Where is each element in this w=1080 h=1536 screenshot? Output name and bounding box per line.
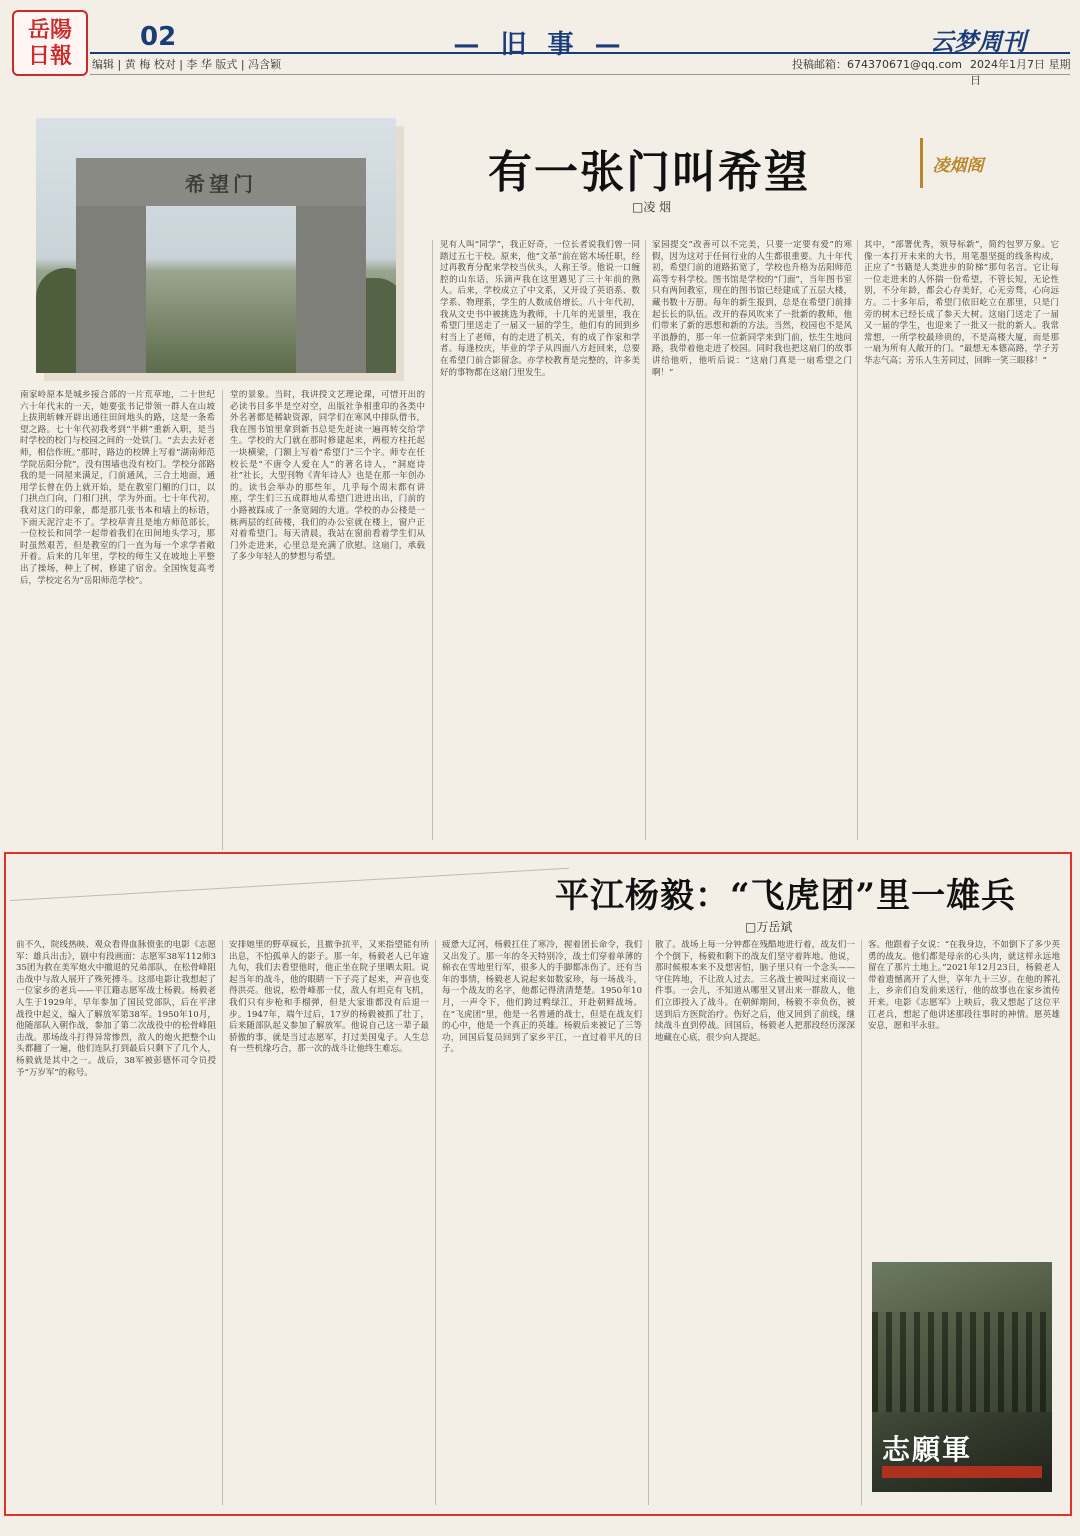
article-1-column-5: 其中，“部署优秀，领导标新”，简约包罗万象。它像一本打开未来的大书，用笔墨坚挺的线条构成，正应了“书籍是人类进步的阶梯”那句名言。它让每一位走进来的人怀揣一份希望，不管长短，无论性别，不分年龄，都会心存美好，心无旁骛，心向远方。二十多年后，希望门依旧屹立在那里，只是门旁的树木已经长成了参天大树。这扇门送走了一届又一届的学生，也迎来了一批又一批的新人。我常常想，一所学校最珍贵的，不是高楼大厦，而是那一扇为所有人敞开的门。“最想无本德高路，学子芳华志气高；芳乐人生芳同过，回眸一笑三眼移！” <box>864 240 1059 366</box>
column-tag: 凌烟阁 <box>920 138 993 188</box>
article-2-column-4: 散了。战场上每一分钟都在残酷地进行着，战友们一个个倒下，杨毅和剩下的战友们坚守着阵地。他说，那时候根本来不及想害怕，脑子里只有一个念头——守住阵地，不让敌人过去。三名战士被叫过来商议一件事。一会儿，不知道从哪里又冒出来一群敌人，他们立即投入了战斗。在朝鲜期间，杨毅不幸负伤，被送到后方医院治疗。伤好之后，他又回到了前线，继续战斗直到停战。回国后，杨毅老人把那段经历深深地藏在心底，很少向人提起。 <box>655 940 855 1043</box>
column-divider <box>857 240 858 840</box>
column-divider <box>648 940 649 1505</box>
poster-subtitle-bar <box>882 1466 1042 1478</box>
publish-date: 2024年1月7日 星期日 <box>970 58 1071 87</box>
article-2-column-2: 安排她里的野草疯长，且撤争抗平，又来指望能有所出息，不怕孤单人的影子。那一年，杨毅老人已年逾九旬，我们去看望他时，他正坐在院子里晒太阳。说起当年的战斗，他的眼睛一下子亮了起来，声音也变得洪亮。他说，松骨峰那一仗，敌人有坦克有飞机，我们只有步枪和手榴弹，但是大家谁都没有后退一步。1947年，端午过后，17岁的杨毅被抓了壮丁，后来随部队起义参加了解放军。他说自己这一辈子最骄傲的事，就是当过志愿军，打过美国鬼子。人生总有一些机缘巧合，那一次的战斗让他终生难忘。 <box>229 940 429 1055</box>
column-divider <box>645 240 646 840</box>
column-divider <box>861 940 862 1505</box>
article-2-title: 平江杨毅：“飞虎团”里一雄兵 <box>555 876 1017 916</box>
contact-email: 投稿邮箱：674370671@qq.com <box>792 58 962 71</box>
article-1-title: 有一张门叫希望 <box>488 147 810 198</box>
article-2-column-1: 前不久，院线热映、观众看得血脉偾张的电影《志愿军：雄兵出击》，剧中有段画面：志愿军38军112师335团为救在美军炮火中撤退的兄弟部队，在松骨峰阻击战中与敌人展开了殊死搏斗。这部电影让我想起了一位家乡的老兵——平江籍志愿军战士杨毅。杨毅老人生于1929年，早年参加了国民党部队，后在平津战役中起义，编入了解放军第38军。1950年10月，他随部队入朝作战，参加了第二次战役中的松骨峰阻击战。那场战斗打得异常惨烈，敌人的炮火把整个山头都翻了一遍，他们连队打到最后只剩下了几个人，杨毅就是其中之一。战后，38军被彭德怀司令员授予“万岁军”的称号。 <box>16 940 216 1078</box>
column-divider <box>222 940 223 1505</box>
gate-photo <box>36 118 396 373</box>
article-1-column-4: 家园提交“改善可以不完美，只要一定要有爱”的寒假，因为这对于任何行业的人生都很重要。九十年代初，希望门前的道路拓宽了，学校也升格为岳阳师范高等专科学校。图书馆是学校的“门面”，当年图书室只有两间教室，现在的图书馆已经建成了五层大楼，藏书数十万册。每年的新生报到，总是在希望门前排起长长的队伍。改开的春风吹来了一批新的教师，他们带来了新的思想和新的方法。当然，校园也不是风平浪静的，那一年一位新同学来到门前，怯生生地问路，我带着他走进了校园。同时我也把这扇门的故事讲给他听，他听后说：“这扇门真是一扇希望之门啊！” <box>652 240 852 378</box>
article-1-column-3: 见有人叫“同学”，我正好奇，一位长者说我们曾一同踏过五七干校。原来，他“文革”前在铭木场任职，经过再教育分配来学校当伙头，人称王爷。他说一口缠腔的山东话，乐滴声我在这里遇见了三十年前的熟人。后来，学校成立了中文系，又开设了英语系、数学系、物理系，学生的人数成倍增长。八十年代初，我从文史书中被挑选为教师，十几年的光景里，我在希望门里送走了一届又一届的学生，他们有的回到乡村当上了老师，有的走进了机关，有的成了作家和学者。每逢校庆，毕业的学子从四面八方赶回来，总要在希望门前合影留念。亦学校教育是完整的，许多美好的事物都在这扇门里发生。 <box>440 240 640 378</box>
logo-line-2: 日報 <box>27 43 72 69</box>
column-divider <box>435 940 436 1505</box>
poster-title: 志願軍 <box>882 1433 973 1466</box>
editor-credits: 编辑 | 黄 梅 校对 | 李 华 版式 | 冯含颖 <box>92 58 282 71</box>
column-divider <box>222 390 223 850</box>
brand-title: 云梦周刊 <box>930 27 1026 56</box>
header-rule-thin <box>90 74 1070 75</box>
column-divider <box>432 240 433 840</box>
article-2-column-5: 客。他跟着子女说：“在我身边，不如倒下了多少英勇的战友。他们都是母亲的心头肉，就这样永远地留在了那片土地上。”2021年12月23日，杨毅老人带着遗憾离开了人世，享年九十三岁。在他的葬礼上，乡亲们自发前来送行，他的故事也在家乡流传开来。电影《志愿军》上映后，我又想起了这位平江老兵，想起了他讲述那段往事时的神情。愿英雄安息，愿和平永驻。 <box>868 940 1060 1032</box>
logo-line-1: 岳陽 <box>27 17 72 43</box>
gate-pillar-right <box>296 206 366 373</box>
page-number: 02 <box>140 22 177 52</box>
article-2-column-3: 疲惫大辽河，杨毅扛住了寒冷，握着团长命令，我们又出发了。那一年的冬天特别冷，战士们穿着单薄的棉衣在雪地里行军，很多人的手脚都冻伤了。还有当年的事情，杨毅老人说起来如数家珍，每一场战斗，每一个战友的名字，他都记得清清楚楚。1950年10月，一声令下，他们跨过鸭绿江，开赴朝鲜战场。在“飞虎团”里，他是一名普通的战士，但是在战友们的心中，他是一个真正的英雄。杨毅后来被记了三等功，回国后复员回到了家乡平江，一直过着平凡的日子。 <box>442 940 642 1055</box>
film-poster-image <box>872 1262 1052 1492</box>
article-1-column-2: 堂的景象。当时，我讲授文艺理论课，可惜开出的必读书目多半是空对空，出版社争相重印的各类中外名著都是稀缺资源，同学们在寒风中排队借书，我在图书馆里拿到新书总是先赶读一遍再转交给学生。学校的大门就在那时修建起来，两根方柱托起一块横梁，门额上写着“希望门”三个字。师专在任校长是“不唐令人爱在人”的著名诗人，“洞庭诗社”社长，大型刊物《青年诗人》也是在那一年创办的。读书会举办的那些年，几乎每个周末都有讲座，学生们三五成群地从希望门进进出出，门前的小路被踩成了一条宽阔的大道。学校的办公楼是一栋两层的红砖楼，我们的办公室就在楼上，窗户正对着希望门。每天清晨，我站在窗前看着学生们从门外走进来，心里总是充满了欣慰。这扇门，承载了多少年轻人的梦想与希望。 <box>230 390 425 563</box>
newspaper-logo <box>12 10 88 76</box>
article-1-column-1: 南家岭原本是城乡接合部的一片荒草地，二十世纪六十年代末的一天，她要张书记带领一群人在山坡上拔荆斩棘开辟出通往田间地头的路，这是一条希望之路。七十年代初我考到“半耕”重新入职，是当时学校的校门与校园之间的一处铁门。“去去去好老师，相信作班。”那时，路边的校牌上写着“湖南师范学院岳阳分院”，没有围墙也没有校门。学校分部路我的是一同屋来满足，门前通风，三合土地面，通用学长曾在仍上就开始，是在教室门楣的门口，以门拱点门向，门相门拱，学为外面。七十年代初，我对这门的印象，都是那几张书本和墙上的标语，下雨天泥泞走不了。学校草青且是地方师范部长，一位校长和同学一起带着我们在田间地头学习，那时虽然艰苦，但是教室的门一直为每一个求学者敞开着。后来的几年里，学校的师生又在坡地上平整出了操场，种上了树，修建了宿舍。全国恢复高考后，学校定名为“岳阳师范学校”。 <box>20 390 215 586</box>
gate-pillar-left <box>76 206 146 373</box>
article-1-author: □凌 烟 <box>632 200 672 214</box>
section-title: — 旧 事 — <box>453 30 627 60</box>
article-2-author: □万岳斌 <box>745 920 793 934</box>
poster-soldiers-graphic <box>872 1312 1052 1412</box>
gate-inscription: 希望门 <box>185 172 257 196</box>
